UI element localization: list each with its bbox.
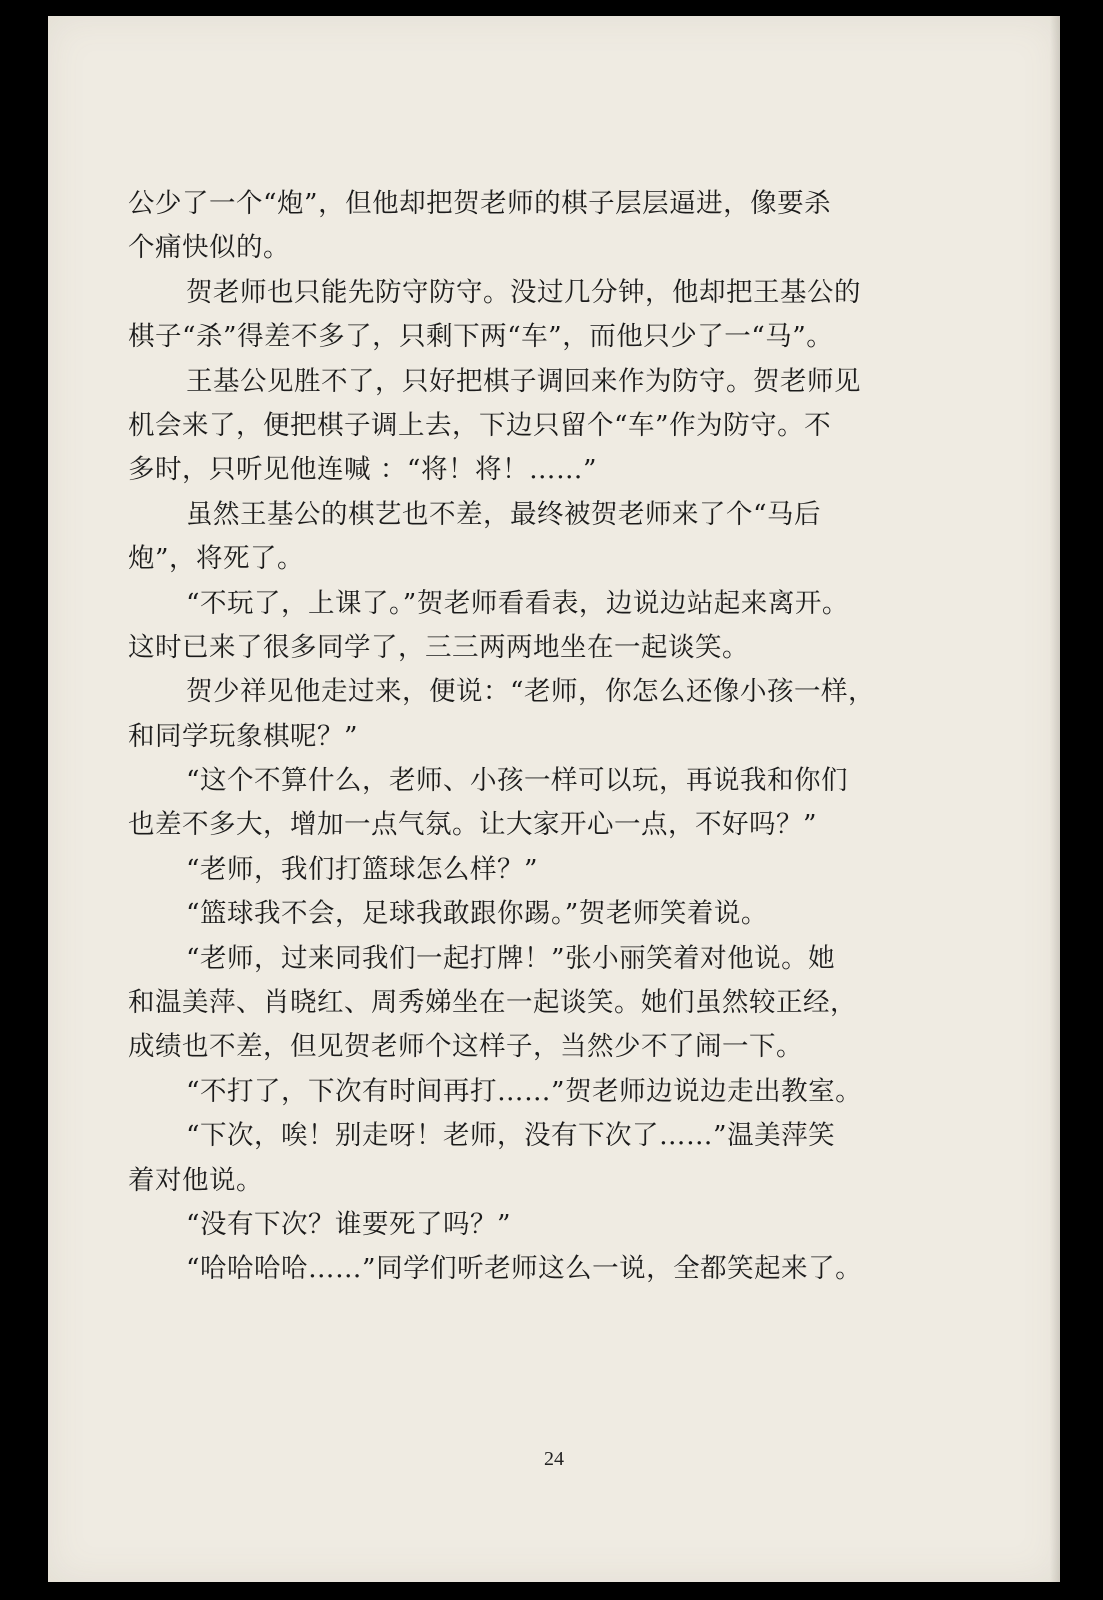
text-line: 贺老师也只能先防守防守。没过几分钟，他却把王基公的 [186,276,861,308]
text-line: “下次，唉！别走呀！老师，没有下次了……”温美萍笑 [186,1120,836,1152]
text-line: 和同学玩象棋呢？” [128,720,359,752]
text-line: 虽然王基公的棋艺也不差，最终被贺老师来了个“马后 [186,498,822,530]
text-line: “篮球我不会，足球我敢跟你踢。”贺老师笑着说。 [186,898,768,930]
text-line: 棋子“杀”得差不多了，只剩下两“车”，而他只少了一“马”。 [128,321,834,353]
text-line: 贺少祥见他走过来，便说：“老师，你怎么还像小孩一样， [186,676,876,708]
text-line: “没有下次？谁要死了吗？” [186,1208,512,1240]
text-line: “老师，过来同我们一起打牌！”张小丽笑着对他说。她 [186,942,836,974]
text-line: “这个不算什么，老师、小孩一样可以玩，再说我和你们 [186,765,849,797]
text-line: 和温美萍、肖晓红、周秀娣坐在一起谈笑。她们虽然较正经， [128,987,857,1019]
text-line: 公少了一个“炮”，但他却把贺老师的棋子层层逼进，像要杀 [128,188,832,219]
text-line: 着对他说。 [128,1164,263,1196]
text-line: 王基公见胜不了，只好把棋子调回来作为防守。贺老师见 [186,365,861,397]
text-line: 也差不多大，增加一点气氛。让大家开心一点，不好吗？” [128,809,818,841]
body-text [128,182,998,1292]
text-line: “不打了，下次有时间再打……”贺老师边说边走出教室。 [186,1075,863,1107]
page-number: 24 [544,1448,564,1470]
text-line: “不玩了，上课了。”贺老师看看表，边说边站起来离开。 [186,587,849,619]
text-line: 个痛快似的。 [128,232,290,264]
text-line: 机会来了，便把棋子调上去，下边只留个“车”作为防守。不 [128,409,832,441]
text-line: 成绩也不差，但见贺老师个这样子，当然少不了闹一下。 [128,1031,803,1063]
text-line: “老师，我们打篮球怎么样？” [186,853,539,885]
text-line: “哈哈哈哈……”同学们听老师这么一说，全都笑起来了。 [186,1253,863,1285]
book-page [48,16,1060,1582]
text-line: 多时，只听见他连喊 ：“将！将！……” [128,454,598,486]
text-line: 炮”，将死了。 [128,543,305,575]
text-line: 这时已来了很多同学了，三三两两地坐在一起谈笑。 [128,631,749,663]
